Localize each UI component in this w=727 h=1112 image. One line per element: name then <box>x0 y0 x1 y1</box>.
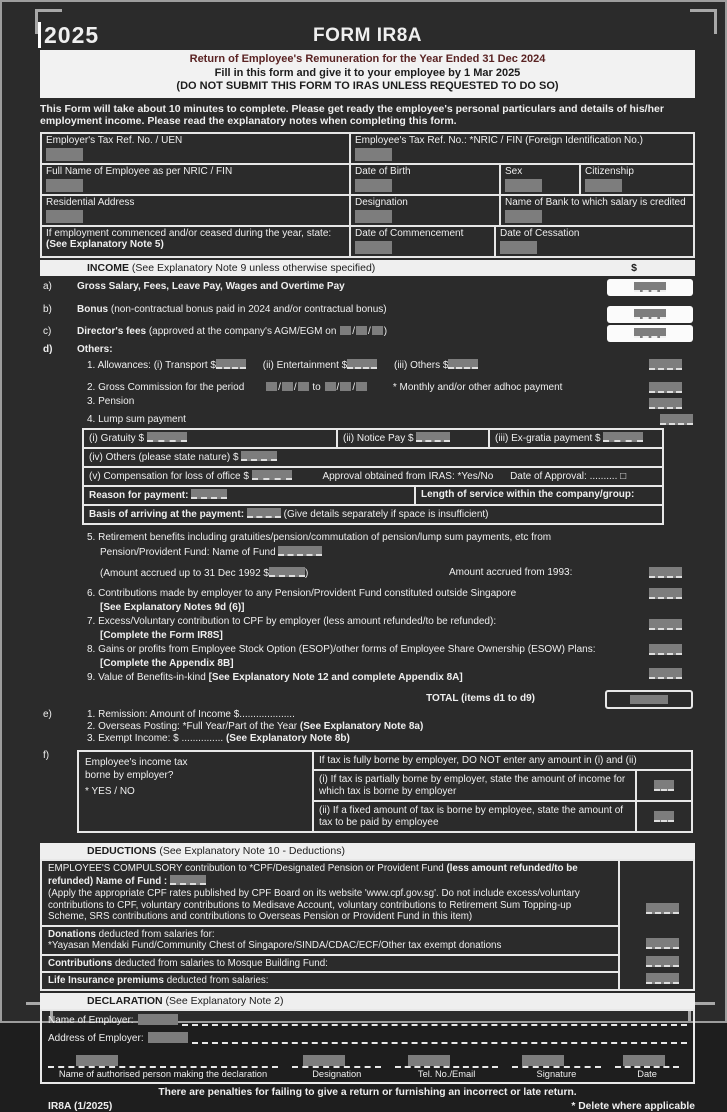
agm-date-year-field[interactable] <box>372 326 383 335</box>
dob-cell[interactable] <box>349 165 499 194</box>
redacted-value <box>634 328 666 338</box>
basis-note: (Give details separately if space is insufficient) <box>283 508 489 520</box>
slash: / <box>367 325 371 337</box>
commission-note: * Monthly and/or other adhoc payment <box>392 381 563 393</box>
redacted-value <box>654 811 674 822</box>
cpf-fund-label: Name of Fund : <box>93 875 170 887</box>
redacted-value <box>649 644 682 655</box>
length-of-service-label: Length of service within the company/group: <box>421 488 635 500</box>
table-row <box>42 134 693 163</box>
commencement-label: Date of Commencement <box>355 227 464 239</box>
item-id: b) <box>43 303 52 315</box>
employee-ref-cell[interactable] <box>349 134 693 163</box>
redacted-value <box>252 470 292 480</box>
amount-field-a[interactable] <box>607 279 693 296</box>
deductions-table <box>40 859 695 991</box>
income-item-b <box>40 304 695 316</box>
redacted-value <box>505 210 542 223</box>
accrued-1992-label: (Amount accrued up to 31 Dec 1992 $ <box>100 567 269 579</box>
ex-gratia-cell[interactable] <box>488 430 662 447</box>
table-row <box>84 485 662 504</box>
form-code: IR8A (1/2025) <box>48 1100 113 1112</box>
tax-partially-borne-text: (i) If tax is partially borne by employer, state the amount of income for which tax is borne by employer <box>319 774 626 797</box>
item-d-label: Others: <box>77 343 113 355</box>
declaration-designation-label: Designation <box>312 1068 362 1079</box>
total-label: TOTAL (items d1 to d9) <box>426 692 535 704</box>
lump-sum-row <box>40 414 695 426</box>
redacted-value <box>355 179 392 192</box>
redacted-value <box>646 903 679 914</box>
redacted-value <box>46 148 83 161</box>
item-8-ref: [Complete the Appendix 8B] <box>100 657 234 669</box>
tax-borne-rows <box>314 752 691 832</box>
citizenship-cell[interactable] <box>579 165 693 194</box>
esop-row <box>40 644 695 670</box>
redacted-value <box>654 780 674 791</box>
amount-field-b[interactable] <box>607 306 693 323</box>
authorised-person-label: Name of authorised person making the declaration <box>58 1068 268 1079</box>
form-header <box>40 22 695 50</box>
period-end-year-field[interactable] <box>356 382 367 391</box>
employer-name-label: Name of Employer: <box>48 1014 134 1026</box>
cessation-cell[interactable] <box>494 227 693 256</box>
lump-sum-table <box>82 428 664 525</box>
redacted-value <box>649 567 682 578</box>
designation-cell[interactable] <box>349 196 499 225</box>
employment-note-label: If employment commenced and/or ceased during the year, state: <box>46 227 332 239</box>
tax-borne-yes-no[interactable]: * YES / NO <box>85 785 135 797</box>
full-name-cell[interactable] <box>42 165 349 194</box>
retirement-benefits-row <box>40 532 695 580</box>
redacted-value <box>634 282 666 292</box>
item-b-label: (non-contractual bonus paid in 2024 and/or contractual bonus) <box>108 303 387 315</box>
exempt-income-label: 3. Exempt Income: $ ............... <box>87 732 226 744</box>
allowances-row <box>40 359 695 372</box>
donations-label: deducted from salaries for: <box>95 928 215 940</box>
agm-date-day-field[interactable] <box>340 326 351 335</box>
total-row <box>40 693 695 705</box>
amount-field-c[interactable] <box>607 325 693 342</box>
accrued-1993-label: Amount accrued from 1993: <box>449 566 573 578</box>
dotted-line <box>395 1054 497 1068</box>
exempt-income-ref: (See Explanatory Note 8b) <box>225 732 350 744</box>
redacted-value <box>522 1055 564 1066</box>
redacted-value <box>660 414 693 425</box>
redacted-value <box>416 432 450 442</box>
tax-fixed-amount-text: (ii) If a fixed amount of tax is borne by employee, state the amount of tax to be paid by employee <box>319 805 624 828</box>
item-9-ref: [See Explanatory Note 12 and complete Appendix 8A] <box>208 671 463 683</box>
agm-date-month-field[interactable] <box>356 326 367 335</box>
redacted-value <box>46 210 83 223</box>
declaration-header-title: DECLARATION <box>87 994 163 1007</box>
notice-pay-cell[interactable] <box>336 430 488 447</box>
basis-cell[interactable] <box>84 506 662 523</box>
table-row <box>84 447 662 466</box>
life-insurance-label-bold: Life Insurance premiums <box>48 975 164 986</box>
remission-label: 1. Remission: Amount of Income $.................... <box>87 708 295 720</box>
deductions-header-title: DEDUCTIONS <box>87 845 157 857</box>
redacted-value <box>46 179 83 192</box>
dotted-line <box>192 1032 687 1044</box>
pension-fund-outside-sg-row <box>40 588 695 614</box>
redacted-value <box>500 241 537 254</box>
table-row <box>314 769 691 800</box>
cpf-label: EMPLOYEE'S COMPULSORY contribution to *CPF/Designated Pension or Provident Fund <box>48 863 447 874</box>
retirement-line-1: 5. Retirement benefits including gratuities/pension/commutation of pension/lump sum payments, etc from <box>87 531 552 543</box>
income-header-title: INCOME <box>87 261 129 274</box>
redacted-value <box>646 956 679 967</box>
cpf-contribution-row[interactable] <box>42 861 618 925</box>
citizenship-label: Citizenship <box>585 165 634 177</box>
donations-row[interactable] <box>42 925 618 954</box>
period-end-day-field[interactable] <box>325 382 336 391</box>
item-a-label: Gross Salary, Fees, Leave Pay, Wages and Overtime Pay <box>77 280 345 292</box>
designation-label: Designation <box>355 196 408 208</box>
basis-label: Basis of arriving at the payment: <box>89 508 245 520</box>
partial-tax-amount-field[interactable] <box>635 771 691 800</box>
income-item-f <box>40 750 695 834</box>
redacted-value <box>408 1055 450 1066</box>
table-row <box>314 800 691 831</box>
dotted-line <box>292 1054 381 1068</box>
redacted-value <box>649 668 682 679</box>
reason-label: Reason for payment: <box>89 489 189 501</box>
item-8-label: 8. Gains or profits from Employee Stock Option (ESOP)/other forms of Employee Share Ownership (ESOW) Plans: <box>87 643 596 655</box>
overseas-posting-ref: (See Explanatory Note 8a) <box>299 720 424 732</box>
particulars-table <box>40 132 695 258</box>
redacted-value <box>303 1055 345 1066</box>
employee-ref-label: Employee's Tax Ref. No.: *NRIC / FIN (Foreign Identification No.) <box>355 134 643 146</box>
item-id: d) <box>43 343 53 355</box>
redacted-value <box>649 398 682 409</box>
redacted-value <box>148 1032 188 1043</box>
to-text: to <box>312 381 321 393</box>
redacted-value <box>138 1014 178 1025</box>
fixed-tax-amount-field[interactable] <box>635 802 691 831</box>
signature-field[interactable] <box>512 1054 601 1080</box>
item-c-label-bold: Director's fees <box>77 325 147 337</box>
income-item-e <box>40 709 695 745</box>
item-7-label: 7. Excess/Voluntary contribution to CPF by employer (less amount refunded/to be refunded): <box>87 615 497 627</box>
redacted-value <box>585 179 622 192</box>
commission-row <box>40 382 695 394</box>
employer-address-label: Address of Employer: <box>48 1032 144 1044</box>
redacted-value <box>649 588 682 599</box>
employer-ref-cell[interactable] <box>42 134 349 163</box>
reason-cell[interactable] <box>84 487 414 504</box>
redacted-value <box>646 973 679 984</box>
slash: / <box>352 381 356 393</box>
item-id: f) <box>43 749 50 761</box>
deductions-section-header <box>40 843 695 859</box>
allowance-entertainment-label: (ii) Entertainment $ <box>262 359 348 371</box>
pension-row <box>40 396 695 408</box>
employer-name-row[interactable] <box>48 1014 687 1026</box>
redacted-value <box>191 489 227 499</box>
address-cell[interactable] <box>42 196 349 225</box>
tax-borne-question: Employee's income tax borne by employer? <box>85 756 188 781</box>
redacted-value <box>649 619 682 630</box>
iras-approval-label[interactable]: Approval obtained from IRAS: *Yes/No <box>322 470 494 482</box>
retirement-line-2: Pension/Provident Fund: Name of Fund <box>100 546 276 558</box>
table-row <box>42 163 693 194</box>
employer-ref-label: Employer's Tax Ref. No. / UEN <box>46 134 183 146</box>
table-row <box>42 225 693 256</box>
employment-period-cell <box>42 227 349 256</box>
overseas-posting-label: 2. Overseas Posting: *Full Year/Part of the Year <box>87 720 300 732</box>
redacted-value <box>649 382 682 393</box>
currency-symbol: $ <box>631 261 637 274</box>
lump-others-cell[interactable] <box>84 449 662 466</box>
donations-label-bold: Donations <box>48 928 96 940</box>
income-item-a <box>40 281 695 293</box>
employment-note-ref: (See Explanatory Note 5) <box>46 238 164 250</box>
delete-note: * Delete where applicable <box>571 1100 695 1112</box>
donations-funds: *Yayasan Mendaki Fund/Community Chest of Singapore/SINDA/CDAC/ECF/Other tax exempt donations <box>48 940 502 951</box>
declaration-box <box>40 1009 695 1084</box>
form-content <box>40 22 695 1112</box>
period-start-month-field[interactable] <box>282 382 293 391</box>
tel-email-label: Tel. No./Email <box>417 1068 476 1079</box>
income-item-c <box>40 326 695 338</box>
commencement-cell[interactable] <box>349 227 494 256</box>
banner-line-1: Return of Employee's Remuneration for the Year Ended 31 Dec 2024 <box>189 53 546 65</box>
table-row <box>42 194 693 225</box>
commission-label: 2. Gross Commission for the period <box>87 381 245 393</box>
approval-date-label[interactable]: Date of Approval: .......... □ <box>510 470 627 482</box>
date-field[interactable] <box>615 1054 679 1080</box>
transport-amount-field[interactable] <box>216 359 246 369</box>
slash: / <box>336 381 340 393</box>
declaration-section-header <box>40 993 695 1009</box>
employer-address-row[interactable] <box>48 1032 687 1044</box>
item-id: c) <box>43 325 52 337</box>
redacted-value <box>505 179 542 192</box>
deductions-amount-column <box>620 861 693 989</box>
item-id: e) <box>43 708 52 720</box>
sex-cell[interactable] <box>499 165 579 194</box>
slash: / <box>278 381 281 393</box>
dotted-line <box>182 1014 687 1026</box>
gratuity-label: (i) Gratuity $ <box>89 432 145 444</box>
redacted-value <box>603 432 643 442</box>
fund-name-field[interactable] <box>278 546 322 556</box>
compensation-label: (v) Compensation for loss of office $ <box>89 470 249 482</box>
table-row <box>84 430 662 447</box>
redacted-value <box>630 695 668 704</box>
redacted-value <box>646 938 679 949</box>
ex-gratia-label: (iii) Ex-gratia payment $ <box>495 432 601 444</box>
bank-label: Name of Bank to which salary is credited <box>505 196 686 208</box>
dotted-line <box>512 1054 601 1068</box>
table-row <box>84 504 662 523</box>
redacted-value <box>355 241 392 254</box>
table-row <box>314 752 691 770</box>
close-paren: ) <box>383 325 388 337</box>
redacted-value <box>355 210 392 223</box>
excess-cpf-row <box>40 616 695 642</box>
cpf-label-bold: (less amount refunded/to be refunded) <box>48 863 578 887</box>
dotted-line <box>615 1054 679 1068</box>
pension-label: 3. Pension <box>87 395 135 407</box>
slash: / <box>352 325 355 337</box>
dotted-line <box>48 1054 278 1068</box>
tax-borne-question-cell[interactable] <box>79 752 314 832</box>
period-start-year-field[interactable] <box>298 382 309 391</box>
accrued-1992-field[interactable] <box>269 567 305 577</box>
tax-fully-borne-text: If tax is fully borne by employer, DO NOT enter any amount in (i) and (ii) <box>319 754 637 766</box>
others-amount-field[interactable] <box>448 359 478 369</box>
life-insurance-row[interactable] <box>42 971 618 989</box>
mosque-label: deducted from salaries to Mosque Building Fund: <box>112 957 328 969</box>
gratuity-cell[interactable] <box>84 430 336 447</box>
sex-label: Sex <box>505 165 523 177</box>
income-section-header <box>40 260 695 276</box>
item-b-label-bold: Bonus <box>77 303 109 315</box>
form-footer <box>40 1101 695 1112</box>
table-row <box>84 466 662 485</box>
redacted-value <box>147 432 187 442</box>
compensation-cell[interactable] <box>84 468 662 485</box>
allowance-transport-label: 1. Allowances: (i) Transport $ <box>87 359 216 371</box>
intro-note: This Form will take about 10 minutes to complete. Please get ready the employee's personal particulars and details of his/her employment income. Please read the explanatory notes when completing this form. <box>40 102 664 127</box>
notice-pay-label: (ii) Notice Pay $ <box>343 432 414 444</box>
item-c-label: (approved at the company's AGM/EGM on <box>146 325 340 337</box>
total-amount-field[interactable] <box>605 690 693 709</box>
income-item-d <box>40 344 695 356</box>
lump-sum-label: 4. Lump sum payment <box>87 413 186 425</box>
slash: / <box>293 381 297 393</box>
life-insurance-label: deducted from salaries: <box>163 975 269 986</box>
address-label: Residential Address <box>46 196 135 208</box>
redacted-value <box>76 1055 118 1066</box>
tax-borne-table <box>77 750 693 834</box>
declaration-designation-field[interactable] <box>292 1054 381 1080</box>
deductions-rows <box>42 861 620 989</box>
signature-row <box>48 1054 687 1080</box>
tel-email-field[interactable] <box>395 1054 497 1080</box>
deductions-header-note: (See Explanatory Note 10 - Deductions) <box>156 845 345 857</box>
dob-label: Date of Birth <box>355 165 411 177</box>
form-title: FORM IR8A <box>313 25 422 46</box>
income-header-note: (See Explanatory Note 9 unless otherwise specified) <box>129 261 376 274</box>
allowance-others-label: (iii) Others $ <box>394 359 449 371</box>
form-year: 2025 <box>38 22 99 48</box>
redacted-value <box>247 508 281 518</box>
mosque-fund-row[interactable] <box>42 954 618 972</box>
benefits-in-kind-row <box>40 672 695 684</box>
lump-others-label: (iv) Others (please state nature) $ <box>89 451 239 463</box>
authorised-person-field[interactable] <box>48 1054 278 1080</box>
cessation-label: Date of Cessation <box>500 227 580 239</box>
length-of-service-cell[interactable] <box>414 487 662 504</box>
full-name-label: Full Name of Employee as per NRIC / FIN <box>46 165 233 177</box>
signature-label: Signature <box>536 1068 577 1079</box>
item-6-ref: [See Explanatory Notes 9d (6)] <box>100 601 245 613</box>
item-7-ref: [Complete the Form IR8S] <box>100 629 223 641</box>
item-id: a) <box>43 280 52 292</box>
header-banner <box>40 50 695 98</box>
penalty-note: There are penalties for failing to give a return or furnishing an incorrect or late return. <box>158 1086 577 1098</box>
date-label: Date <box>637 1068 657 1079</box>
period-start-day-field[interactable] <box>266 382 277 391</box>
banner-line-2: Fill in this form and give it to your employee by 1 Mar 2025 <box>214 66 521 79</box>
entertainment-amount-field[interactable] <box>347 359 377 369</box>
redacted-value <box>623 1055 665 1066</box>
cpf-note: (Apply the appropriate CPF rates published by CPF Board on its website 'www.cpf.gov.sg'. Do not include excess/voluntary contributions to CPF, voluntary contributions to Medisave Account, voluntary contributions to Retirement Sum Topping-up Scheme, SRS contributions and contributions to Overseas Pension or Provident Fund in this item) <box>48 888 580 922</box>
declaration-header-note: (See Explanatory Note 2) <box>162 994 284 1007</box>
period-end-month-field[interactable] <box>340 382 351 391</box>
item-6-label: 6. Contributions made by employer to any Pension/Provident Fund constituted outside Singapore <box>87 587 517 599</box>
close-paren: ) <box>305 567 309 579</box>
cpf-fund-name-field[interactable] <box>170 875 206 885</box>
bank-cell[interactable] <box>499 196 693 225</box>
redacted-value <box>241 451 277 461</box>
redacted-value <box>634 309 666 319</box>
banner-line-3: (DO NOT SUBMIT THIS FORM TO IRAS UNLESS REQUESTED TO DO SO) <box>176 80 559 92</box>
redacted-value <box>355 148 392 161</box>
redacted-value <box>649 359 682 370</box>
mosque-label-bold: Contributions <box>48 957 113 969</box>
item-9-label: 9. Value of Benefits-in-kind <box>87 671 209 683</box>
